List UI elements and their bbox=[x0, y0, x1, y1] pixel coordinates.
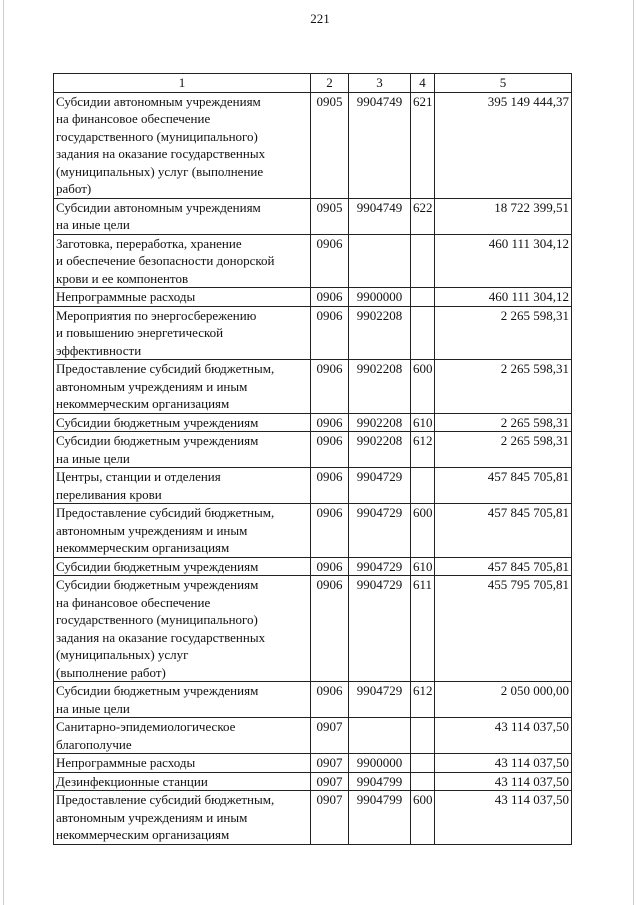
row-amount-cell bbox=[435, 432, 572, 468]
row-section-cell-text: 0906 bbox=[316, 433, 343, 448]
row-amount-cell-text: 395 149 444,37 bbox=[487, 93, 569, 109]
row-type-cell bbox=[411, 360, 435, 414]
row-target-cell bbox=[349, 432, 411, 468]
row-name-cell bbox=[54, 772, 311, 791]
row-name-cell-text: Субсидии бюджетным учреждениям bbox=[56, 558, 259, 574]
table-row bbox=[54, 504, 572, 558]
row-type-cell-text: 600 bbox=[413, 792, 433, 807]
row-target-cell bbox=[349, 198, 411, 234]
table-row bbox=[54, 432, 572, 468]
row-type-cell-text: 600 bbox=[413, 361, 433, 376]
row-type-cell bbox=[411, 432, 435, 468]
row-amount-cell-text: 460 111 304,12 bbox=[488, 289, 569, 304]
row-amount-cell bbox=[435, 718, 572, 754]
row-amount-cell-text: 457 845 705,81 bbox=[487, 558, 569, 574]
row-amount-cell-text: 2 050 000,00 bbox=[500, 683, 569, 698]
page-number: 221 bbox=[310, 11, 330, 26]
row-section-cell bbox=[311, 432, 349, 468]
row-amount-cell bbox=[435, 360, 572, 414]
table-row bbox=[54, 468, 572, 504]
row-section-cell bbox=[311, 468, 349, 504]
row-type-cell bbox=[411, 198, 435, 234]
row-amount-cell bbox=[435, 791, 572, 845]
row-amount-cell-text: 455 795 705,81 bbox=[487, 577, 569, 592]
row-section-cell bbox=[311, 306, 349, 360]
row-type-cell-text: 612 bbox=[413, 683, 433, 698]
row-amount-cell-text: 43 114 037,50 bbox=[494, 719, 569, 734]
row-section-cell-text: 0907 bbox=[316, 719, 343, 734]
table-row bbox=[54, 234, 572, 288]
row-name-cell-text: Субсидии бюджетным учреждениям на иные цели bbox=[56, 433, 259, 466]
row-section-cell-text: 0906 bbox=[316, 235, 343, 251]
row-name-cell-text: Субсидии бюджетным учреждениям на иные цели bbox=[56, 683, 259, 716]
row-name-cell bbox=[54, 791, 311, 845]
table-row bbox=[54, 718, 572, 754]
table-row bbox=[54, 682, 572, 718]
row-name-cell-text: Заготовка, переработка, хранение и обеспечение безопасности донорской крови и ее компонентов bbox=[56, 235, 275, 286]
row-target-cell bbox=[349, 360, 411, 414]
row-name-cell-text: Субсидии бюджетным учреждениям на финансовое обеспечение государственного (муниципального) задания на оказание государственных (муниципальных) услуг (выполнение работ) bbox=[56, 577, 266, 680]
row-name-cell-text: Субсидии бюджетным учреждениям bbox=[56, 414, 259, 430]
row-target-cell bbox=[349, 772, 411, 791]
row-type-cell bbox=[411, 682, 435, 718]
row-amount-cell-text: 457 845 705,81 bbox=[487, 469, 569, 484]
row-target-cell-text: 9904799 bbox=[356, 773, 403, 789]
row-amount-cell-text: 2 265 598,31 bbox=[500, 433, 569, 448]
row-amount-cell bbox=[435, 772, 572, 791]
row-type-cell bbox=[411, 234, 435, 288]
row-type-cell bbox=[411, 772, 435, 791]
row-target-cell bbox=[349, 413, 411, 432]
row-name-cell-text: Субсидии автономным учреждениям на иные цели bbox=[56, 199, 261, 232]
row-name-cell bbox=[54, 504, 311, 558]
table-row bbox=[54, 92, 572, 198]
row-target-cell-text: 9904729 bbox=[356, 683, 403, 698]
row-name-cell bbox=[54, 234, 311, 288]
row-amount-cell bbox=[435, 288, 572, 307]
row-type-cell-text: 611 bbox=[413, 577, 433, 592]
row-section-cell-text: 0907 bbox=[316, 792, 343, 807]
row-type-cell bbox=[411, 288, 435, 307]
row-target-cell bbox=[349, 682, 411, 718]
row-name-cell bbox=[54, 682, 311, 718]
row-section-cell-text: 0906 bbox=[316, 577, 343, 592]
row-target-cell bbox=[349, 557, 411, 576]
row-amount-cell bbox=[435, 92, 572, 198]
row-amount-cell bbox=[435, 306, 572, 360]
row-name-cell bbox=[54, 468, 311, 504]
row-name-cell-text: Предоставление субсидий бюджетным, автономным учреждениям и иным некоммерческим организациям bbox=[56, 505, 275, 555]
table-row bbox=[54, 413, 572, 432]
row-name-cell bbox=[54, 306, 311, 360]
row-amount-cell-text: 43 114 037,50 bbox=[494, 773, 569, 789]
row-type-cell bbox=[411, 791, 435, 845]
row-target-cell-text: 9904729 bbox=[356, 558, 403, 574]
row-section-cell-text: 0907 bbox=[316, 773, 343, 789]
row-name-cell-text: Предоставление субсидий бюджетным, автономным учреждениям и иным некоммерческим организациям bbox=[56, 792, 275, 842]
row-target-cell-text: 9900000 bbox=[356, 289, 403, 304]
row-target-cell bbox=[349, 92, 411, 198]
row-section-cell bbox=[311, 92, 349, 198]
row-name-cell bbox=[54, 718, 311, 754]
row-name-cell bbox=[54, 557, 311, 576]
row-target-cell bbox=[349, 576, 411, 682]
table-body bbox=[54, 92, 572, 844]
row-target-cell bbox=[349, 234, 411, 288]
row-name-cell-text: Дезинфекционные станции bbox=[56, 773, 208, 789]
header-cell-name: 1 bbox=[54, 74, 311, 93]
row-section-cell-text: 0906 bbox=[316, 683, 343, 698]
row-target-cell bbox=[349, 791, 411, 845]
row-name-cell bbox=[54, 413, 311, 432]
table-row bbox=[54, 772, 572, 791]
row-section-cell-text: 0906 bbox=[316, 558, 343, 574]
row-amount-cell bbox=[435, 557, 572, 576]
row-section-cell bbox=[311, 288, 349, 307]
row-type-cell bbox=[411, 576, 435, 682]
row-target-cell-text: 9904749 bbox=[356, 93, 403, 109]
row-section-cell bbox=[311, 791, 349, 845]
row-name-cell-text: Непрограммные расходы bbox=[56, 755, 196, 770]
row-amount-cell-text: 457 845 705,81 bbox=[487, 505, 569, 520]
row-target-cell-text: 9902208 bbox=[356, 307, 403, 323]
row-amount-cell bbox=[435, 576, 572, 682]
row-target-cell-text: 9904799 bbox=[356, 792, 403, 807]
row-section-cell bbox=[311, 754, 349, 773]
row-amount-cell-text: 460 111 304,12 bbox=[488, 235, 569, 251]
row-target-cell-text: 9904729 bbox=[356, 577, 403, 592]
row-target-cell-text: 9904749 bbox=[356, 199, 403, 215]
row-target-cell bbox=[349, 468, 411, 504]
row-name-cell bbox=[54, 754, 311, 773]
header-cell-amount: 5 bbox=[435, 74, 572, 93]
table-row bbox=[54, 306, 572, 360]
table-row bbox=[54, 754, 572, 773]
row-type-cell-text: 610 bbox=[413, 558, 433, 574]
row-target-cell bbox=[349, 718, 411, 754]
row-name-cell bbox=[54, 198, 311, 234]
row-amount-cell bbox=[435, 234, 572, 288]
row-type-cell bbox=[411, 92, 435, 198]
row-amount-cell-text: 2 265 598,31 bbox=[500, 414, 569, 430]
table-row bbox=[54, 791, 572, 845]
row-amount-cell bbox=[435, 504, 572, 558]
row-type-cell-text: 622 bbox=[413, 199, 433, 215]
row-target-cell-text: 9902208 bbox=[356, 433, 403, 448]
row-target-cell-text: 9900000 bbox=[356, 755, 403, 770]
row-section-cell bbox=[311, 504, 349, 558]
row-target-cell-text: 9902208 bbox=[356, 361, 403, 376]
row-amount-cell-text: 2 265 598,31 bbox=[500, 361, 569, 376]
row-section-cell bbox=[311, 576, 349, 682]
row-amount-cell-text: 43 114 037,50 bbox=[494, 755, 569, 770]
row-section-cell-text: 0906 bbox=[316, 505, 343, 520]
row-section-cell bbox=[311, 198, 349, 234]
row-name-cell bbox=[54, 288, 311, 307]
row-section-cell-text: 0906 bbox=[316, 414, 343, 430]
row-section-cell bbox=[311, 234, 349, 288]
table-row bbox=[54, 360, 572, 414]
table-header-row bbox=[54, 74, 572, 93]
table-row bbox=[54, 198, 572, 234]
row-name-cell-text: Центры, станции и отделения переливания крови bbox=[56, 469, 221, 502]
header-cell-target: 3 bbox=[349, 74, 411, 93]
row-name-cell bbox=[54, 576, 311, 682]
row-target-cell bbox=[349, 504, 411, 558]
row-section-cell-text: 0906 bbox=[316, 307, 343, 323]
row-section-cell bbox=[311, 682, 349, 718]
row-type-cell-text: 621 bbox=[413, 93, 433, 109]
header-cell-type: 4 bbox=[411, 74, 435, 93]
row-amount-cell bbox=[435, 198, 572, 234]
row-type-cell bbox=[411, 504, 435, 558]
row-target-cell-text: 9902208 bbox=[356, 414, 403, 430]
row-amount-cell bbox=[435, 682, 572, 718]
row-target-cell bbox=[349, 306, 411, 360]
row-section-cell-text: 0906 bbox=[316, 289, 343, 304]
row-name-cell bbox=[54, 92, 311, 198]
row-section-cell bbox=[311, 772, 349, 791]
row-type-cell bbox=[411, 557, 435, 576]
row-type-cell bbox=[411, 754, 435, 773]
row-section-cell-text: 0906 bbox=[316, 469, 343, 484]
row-section-cell bbox=[311, 413, 349, 432]
row-type-cell-text: 612 bbox=[413, 433, 433, 448]
budget-table bbox=[53, 73, 572, 845]
table-row bbox=[54, 288, 572, 307]
row-name-cell-text: Санитарно-эпидемиологическое благополучие bbox=[56, 719, 236, 752]
row-amount-cell bbox=[435, 413, 572, 432]
row-amount-cell bbox=[435, 468, 572, 504]
row-type-cell bbox=[411, 468, 435, 504]
row-section-cell bbox=[311, 718, 349, 754]
row-name-cell-text: Мероприятия по энергосбережению и повышению энергетической эффективности bbox=[56, 307, 257, 358]
table-row bbox=[54, 557, 572, 576]
row-section-cell-text: 0906 bbox=[316, 361, 343, 376]
row-amount-cell-text: 18 722 399,51 bbox=[494, 199, 569, 215]
table-row bbox=[54, 576, 572, 682]
row-target-cell-text: 9904729 bbox=[356, 469, 403, 484]
row-type-cell-text: 610 bbox=[413, 414, 433, 430]
scan-edge-left bbox=[3, 0, 4, 905]
row-name-cell bbox=[54, 432, 311, 468]
row-name-cell-text: Непрограммные расходы bbox=[56, 289, 196, 304]
scan-edge-right bbox=[633, 0, 634, 905]
row-section-cell-text: 0905 bbox=[316, 93, 343, 109]
row-amount-cell-text: 2 265 598,31 bbox=[500, 307, 569, 323]
row-type-cell bbox=[411, 718, 435, 754]
row-name-cell-text: Предоставление субсидий бюджетным, автономным учреждениям и иным некоммерческим организациям bbox=[56, 361, 275, 411]
row-target-cell bbox=[349, 754, 411, 773]
header-cell-section: 2 bbox=[311, 74, 349, 93]
row-amount-cell-text: 43 114 037,50 bbox=[494, 792, 569, 807]
row-section-cell-text: 0905 bbox=[316, 199, 343, 215]
row-name-cell-text: Субсидии автономным учреждениям на финансовое обеспечение государственного (муниципального) задания на оказание государственных (муниципальных) услуг (выполнение работ) bbox=[56, 93, 266, 196]
row-section-cell bbox=[311, 360, 349, 414]
row-section-cell-text: 0907 bbox=[316, 755, 343, 770]
row-target-cell bbox=[349, 288, 411, 307]
row-type-cell-text: 600 bbox=[413, 505, 433, 520]
row-target-cell-text: 9904729 bbox=[356, 505, 403, 520]
row-type-cell bbox=[411, 306, 435, 360]
row-section-cell bbox=[311, 557, 349, 576]
row-name-cell bbox=[54, 360, 311, 414]
row-type-cell bbox=[411, 413, 435, 432]
row-amount-cell bbox=[435, 754, 572, 773]
